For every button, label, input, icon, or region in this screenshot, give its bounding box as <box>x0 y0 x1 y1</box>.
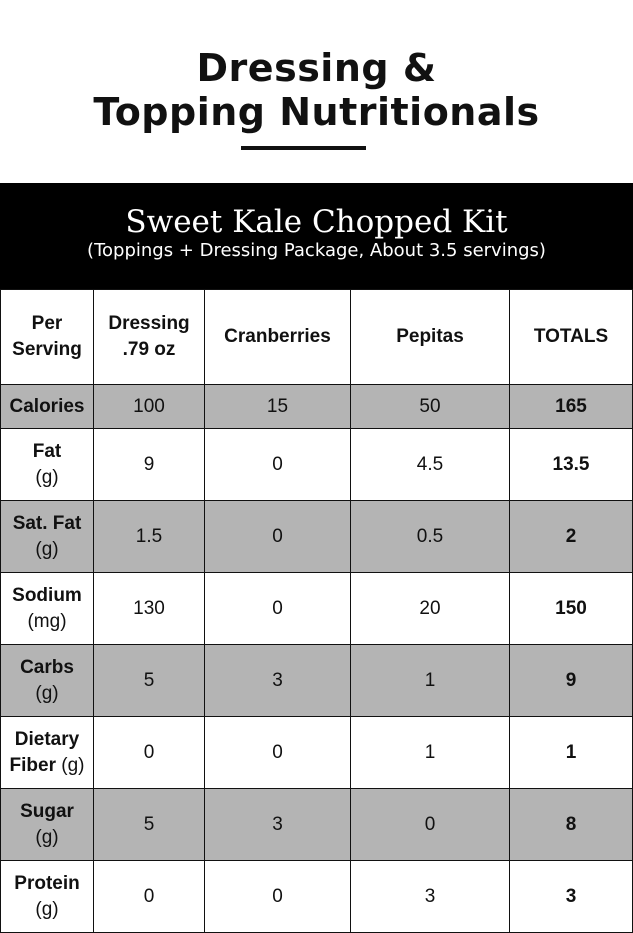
cell-total: 3 <box>510 861 633 933</box>
cell-total: 1 <box>510 717 633 789</box>
nutrition-table <box>0 289 633 933</box>
row-label-unit: (g) <box>35 682 59 704</box>
cell-cranberries: 0 <box>205 573 351 645</box>
page-title-line-2: Topping Nutritionals <box>93 90 540 134</box>
page-title-line-1: Dressing & <box>196 46 437 90</box>
product-subtitle: (Toppings + Dressing Package, About 3.5 servings) <box>87 240 546 261</box>
col-header-pepitas: Pepitas <box>351 290 510 385</box>
row-label-name: Calories <box>9 395 85 417</box>
table-row-fat <box>1 429 633 501</box>
row-label-name: Protein <box>14 872 80 894</box>
cell-cranberries: 0 <box>205 501 351 573</box>
table-row-carbs <box>1 645 633 717</box>
row-label-name: Fat <box>32 440 62 462</box>
cell-pepitas: 0.5 <box>351 501 510 573</box>
cell-cranberries: 0 <box>205 717 351 789</box>
table-row-sat-fat <box>1 501 633 573</box>
row-label <box>1 861 94 933</box>
cell-pepitas: 0 <box>351 789 510 861</box>
table-row-sugar <box>1 789 633 861</box>
row-label-unit: (g) <box>35 538 59 560</box>
table-row-sodium <box>1 573 633 645</box>
row-label <box>1 717 94 789</box>
cell-pepitas: 20 <box>351 573 510 645</box>
cell-dressing: 9 <box>94 429 205 501</box>
col-header-per-serving <box>1 290 94 385</box>
row-label-name-line-1: Dietary <box>14 728 80 750</box>
row-label-unit: (g) <box>35 826 59 848</box>
cell-dressing: 5 <box>94 789 205 861</box>
col-header-per-serving-line-1: Per <box>31 313 63 334</box>
row-label <box>1 429 94 501</box>
col-header-dressing-line-2: .79 oz <box>122 339 176 360</box>
header-row <box>1 290 633 385</box>
row-label <box>1 573 94 645</box>
cell-dressing: 5 <box>94 645 205 717</box>
cell-dressing: 0 <box>94 717 205 789</box>
cell-cranberries: 15 <box>205 385 351 429</box>
page-title <box>0 46 633 134</box>
col-header-dressing-line-1: Dressing <box>108 313 190 334</box>
row-label <box>1 501 94 573</box>
cell-total: 9 <box>510 645 633 717</box>
row-label <box>1 645 94 717</box>
table-row-dietary-fiber <box>1 717 633 789</box>
col-header-cranberries: Cranberries <box>205 290 351 385</box>
cell-dressing: 130 <box>94 573 205 645</box>
product-name: Sweet Kale Chopped Kit <box>125 204 508 240</box>
row-label-name: Sat. Fat <box>12 512 82 534</box>
cell-dressing: 0 <box>94 861 205 933</box>
cell-cranberries: 3 <box>205 645 351 717</box>
row-label-name: Sugar <box>20 800 74 822</box>
cell-total: 2 <box>510 501 633 573</box>
table-row-protein <box>1 861 633 933</box>
col-header-totals: TOTALS <box>510 290 633 385</box>
cell-total: 13.5 <box>510 429 633 501</box>
cell-cranberries: 0 <box>205 429 351 501</box>
product-banner <box>0 183 633 289</box>
cell-pepitas: 50 <box>351 385 510 429</box>
cell-pepitas: 1 <box>351 645 510 717</box>
cell-total: 8 <box>510 789 633 861</box>
cell-pepitas: 1 <box>351 717 510 789</box>
row-label-name: Carbs <box>20 656 74 678</box>
cell-dressing: 100 <box>94 385 205 429</box>
cell-cranberries: 3 <box>205 789 351 861</box>
row-label-unit: (g) <box>35 466 59 488</box>
col-header-per-serving-line-2: Serving <box>12 339 82 360</box>
row-label-unit: (g) <box>61 754 85 776</box>
cell-total: 150 <box>510 573 633 645</box>
col-header-dressing <box>94 290 205 385</box>
row-label <box>1 789 94 861</box>
cell-pepitas: 3 <box>351 861 510 933</box>
cell-total: 165 <box>510 385 633 429</box>
row-label-name-line-2: Fiber <box>9 754 56 776</box>
cell-cranberries: 0 <box>205 861 351 933</box>
row-label <box>1 385 94 429</box>
cell-pepitas: 4.5 <box>351 429 510 501</box>
table-row-calories <box>1 385 633 429</box>
title-underline <box>241 146 366 150</box>
cell-dressing: 1.5 <box>94 501 205 573</box>
row-label-name: Sodium <box>12 584 82 606</box>
row-label-unit: (mg) <box>27 610 67 632</box>
row-label-unit: (g) <box>35 898 59 920</box>
